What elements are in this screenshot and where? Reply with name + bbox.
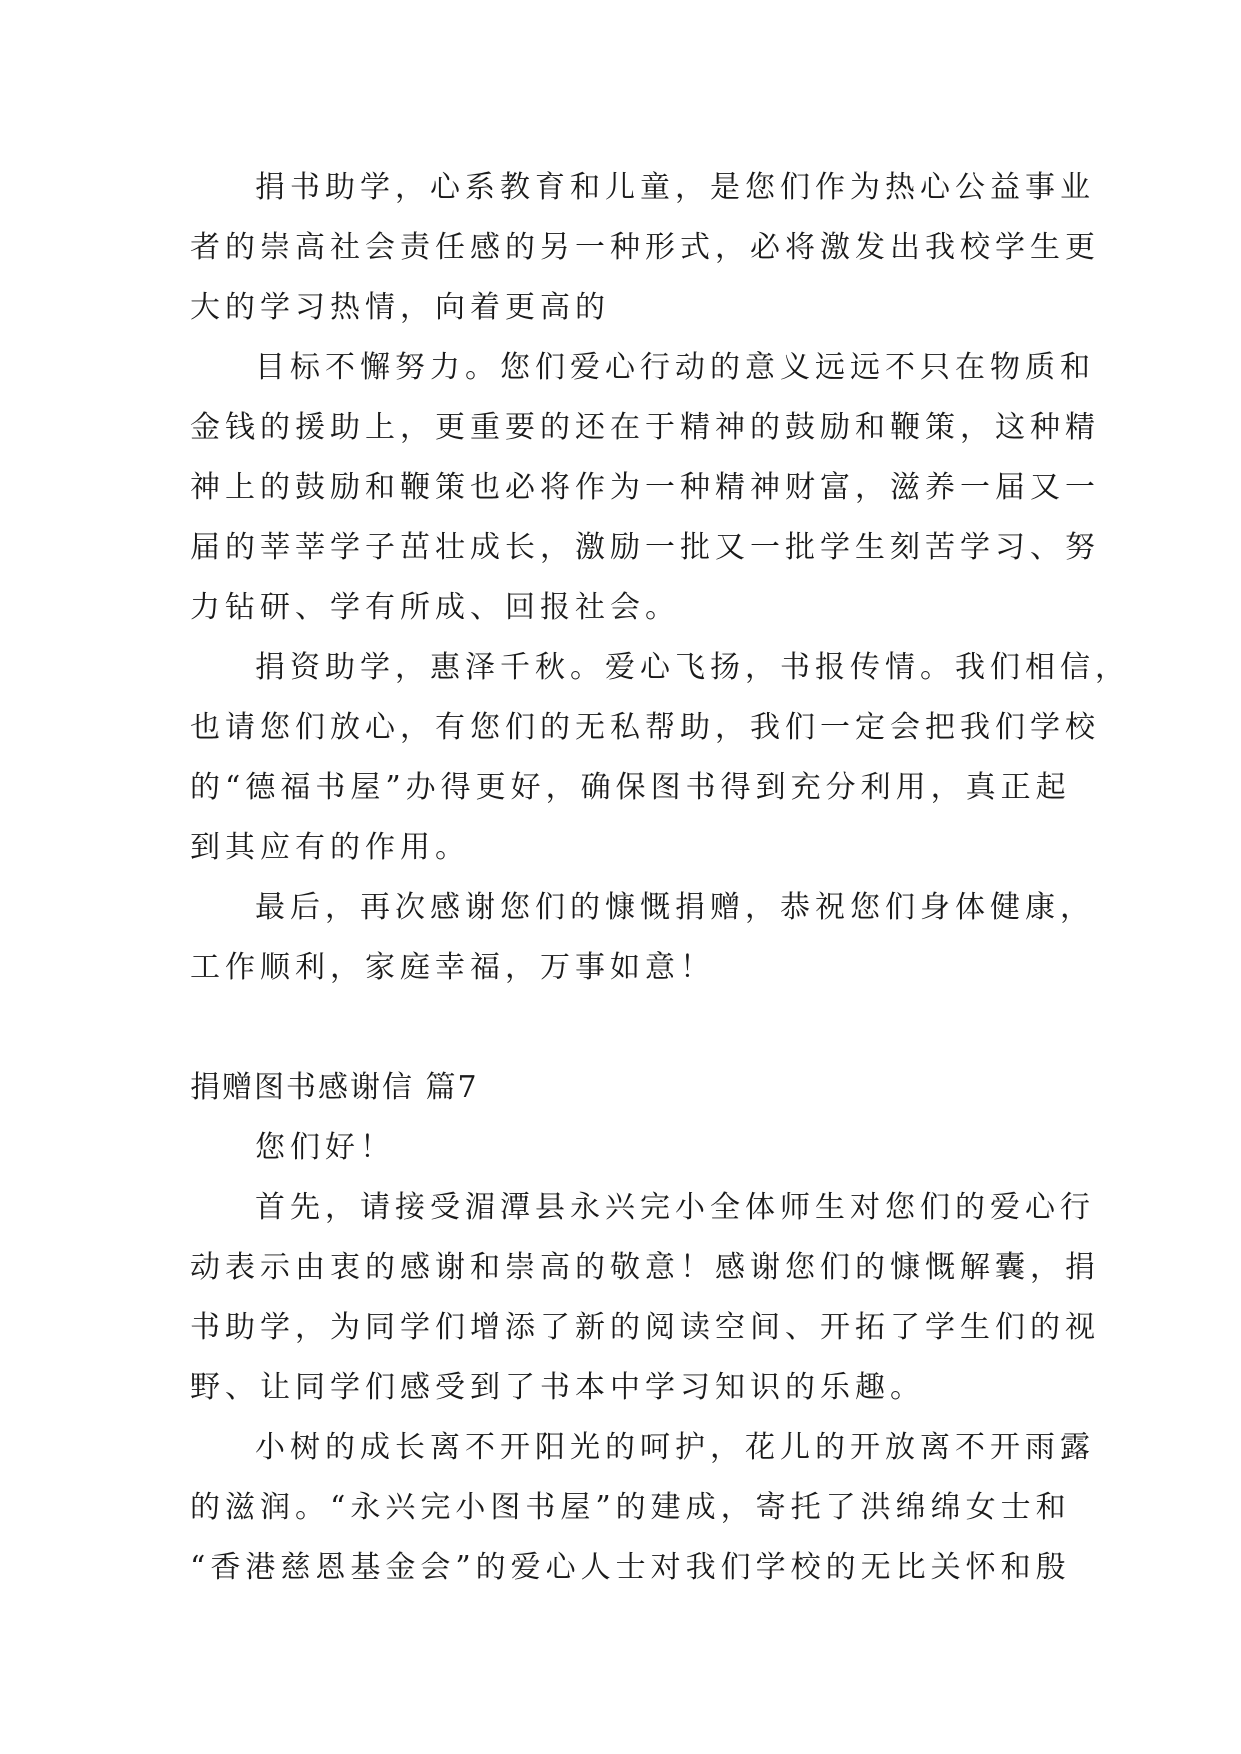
paragraph-line: “香港慈恩基金会”的爱心人士对我们学校的无比关怀和殷	[190, 1550, 1071, 1585]
paragraph-line: 届的莘莘学子茁壮成长，激励一批又一批学生刻苦学习、努	[190, 530, 1100, 565]
paragraph-line: 工作顺利，家庭幸福，万事如意！	[190, 950, 715, 985]
paragraph-line: 的“德福书屋”办得更好，确保图书得到充分利用，真正起	[190, 770, 1071, 805]
paragraph-line: 者的崇高社会责任感的另一种形式，必将激发出我校学生更	[190, 230, 1100, 265]
paragraph-line: 书助学，为同学们增添了新的阅读空间、开拓了学生们的视	[190, 1310, 1100, 1345]
paragraph-line: 的滋润。“永兴完小图书屋”的建成，寄托了洪绵绵女士和	[190, 1490, 1071, 1525]
paragraph-line: 到其应有的作用。	[190, 830, 470, 865]
paragraph-line: 最后，再次感谢您们的慷慨捐赠，恭祝您们身体健康，	[255, 890, 1095, 925]
paragraph-line: 金钱的援助上，更重要的还在于精神的鼓励和鞭策，这种精	[190, 410, 1100, 445]
paragraph-line: 野、让同学们感受到了书本中学习知识的乐趣。	[190, 1370, 925, 1405]
paragraph-line: 捐资助学，惠泽千秋。爱心飞扬，书报传情。我们相信，	[255, 650, 1130, 685]
paragraph-line: 小树的成长离不开阳光的呵护，花儿的开放离不开雨露	[255, 1430, 1095, 1465]
paragraph-line: 也请您们放心，有您们的无私帮助，我们一定会把我们学校	[190, 710, 1100, 745]
paragraph-line: 目标不懈努力。您们爱心行动的意义远远不只在物质和	[255, 350, 1095, 385]
paragraph-line: 动表示由衷的感谢和崇高的敬意！感谢您们的慷慨解囊，捐	[190, 1250, 1100, 1285]
section-heading: 捐赠图书感谢信 篇7	[190, 1070, 479, 1105]
paragraph-line: 神上的鼓励和鞭策也必将作为一种精神财富，滋养一届又一	[190, 470, 1100, 505]
paragraph-line: 首先，请接受湄潭县永兴完小全体师生对您们的爱心行	[255, 1190, 1095, 1225]
paragraph-line: 大的学习热情，向着更高的	[190, 290, 610, 325]
greeting-line: 您们好！	[255, 1130, 395, 1165]
paragraph-line: 力钻研、学有所成、回报社会。	[190, 590, 680, 625]
paragraph-line: 捐书助学，心系教育和儿童，是您们作为热心公益事业	[255, 170, 1095, 205]
